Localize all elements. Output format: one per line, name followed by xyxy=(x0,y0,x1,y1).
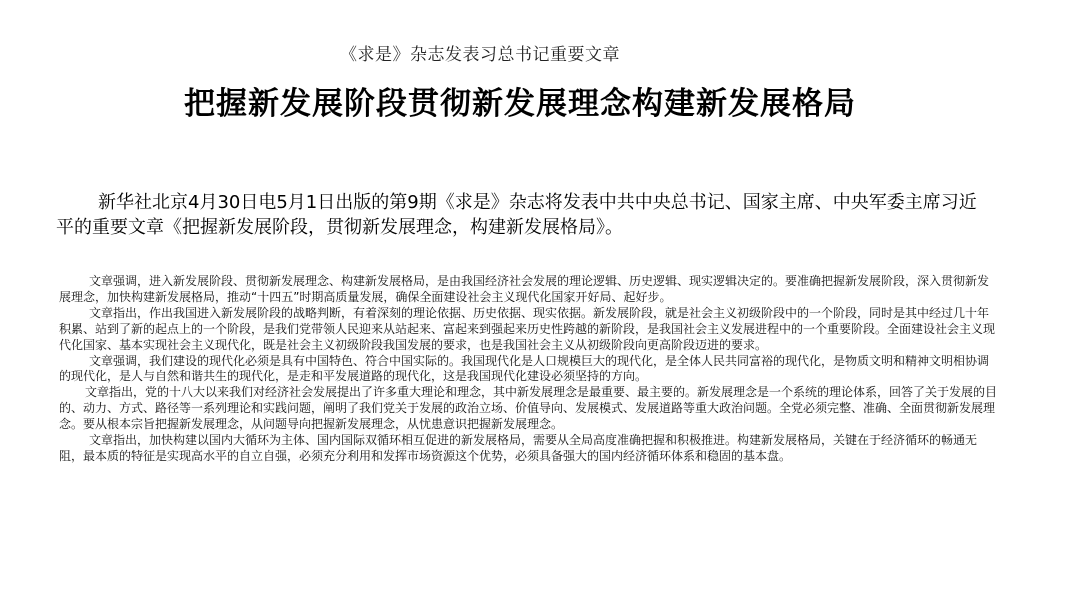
body-paragraph-1: 文章强调，进入新发展阶段、贯彻新发展理念、构建新发展格局，是由我国经济社会发展的理论逻辑、历史逻辑、现实逻辑决定的。要准确把握新发展阶段，深入贯彻新发展理念，加快构建新发展格局，推动“十四五”时期高质量发展，确保全面建设社会主义现代化国家开好局、起好步。 xyxy=(59,274,990,304)
body-paragraph-2: 文章指出，作出我国进入新发展阶段的战略判断，有着深刻的理论依据、历史依据、现实依据。新发展阶段，就是社会主义初级阶段中的一个阶段，同时是其中经过几十年积累、站到了新的起点上的一个阶段，是我们党带领人民迎来从站起来、富起来到强起来历史性跨越的新阶段，是我国社会主义发展进程中的一个重要阶段。全面建设社会主义现代化国家、基本实现社会主义现代化，既是社会主义初级阶段我国发展的要求，也是我国社会主义从初级阶段向更高阶段迈进的要求。 xyxy=(59,305,996,352)
body-paragraph-3: 文章强调，我们建设的现代化必须是具有中国特色、符合中国实际的。我国现代化是人口规模巨大的现代化，是全体人民共同富裕的现代化，是物质文明和精神文明相协调的现代化，是人与自然和谐共生的现代化，是走和平发展道路的现代化，这是我国现代化建设必须坚持的方向。 xyxy=(59,353,990,384)
supertitle: 《求是》杂志发表习总书记重要文章 xyxy=(340,45,620,65)
lead-paragraph: 新华社北京4月30日电5月1日出版的第9期《求是》杂志将发表中共中央总书记、国家主席、中央军委主席习近平的重要文章《把握新发展阶段，贯彻新发展理念，构建新发展格局》。 xyxy=(56,192,977,238)
article-body xyxy=(59,274,999,465)
body-paragraph-4: 文章指出，党的十八大以来我们对经济社会发展提出了许多重大理论和理念，其中新发展理念是最重要、最主要的。新发展理念是一个系统的理论体系，回答了关于发展的目的、动力、方式、路径等一系列理论和实践问题，阐明了我们党关于发展的政治立场、价值导向、发展模式、发展道路等重大政治问题。全党必须完整、准确、全面贯彻新发展理念。要从根本宗旨把握新发展理念，从问题导向把握新发展理念，从忧患意识把握新发展理念。 xyxy=(59,385,998,432)
article-title: 把握新发展阶段贯彻新发展理念构建新发展格局 xyxy=(184,86,856,122)
body-paragraph-5: 文章指出，加快构建以国内大循环为主体、国内国际双循环相互促进的新发展格局，需要从全局高度准确把握和积极推进。构建新发展格局，关键在于经济循环的畅通无阻，最本质的特征是实现高水平的自立自强，必须充分利用和发挥市场资源这个优势，必须具备强大的国内经济循环体系和稳固的基本盘。 xyxy=(59,433,978,463)
